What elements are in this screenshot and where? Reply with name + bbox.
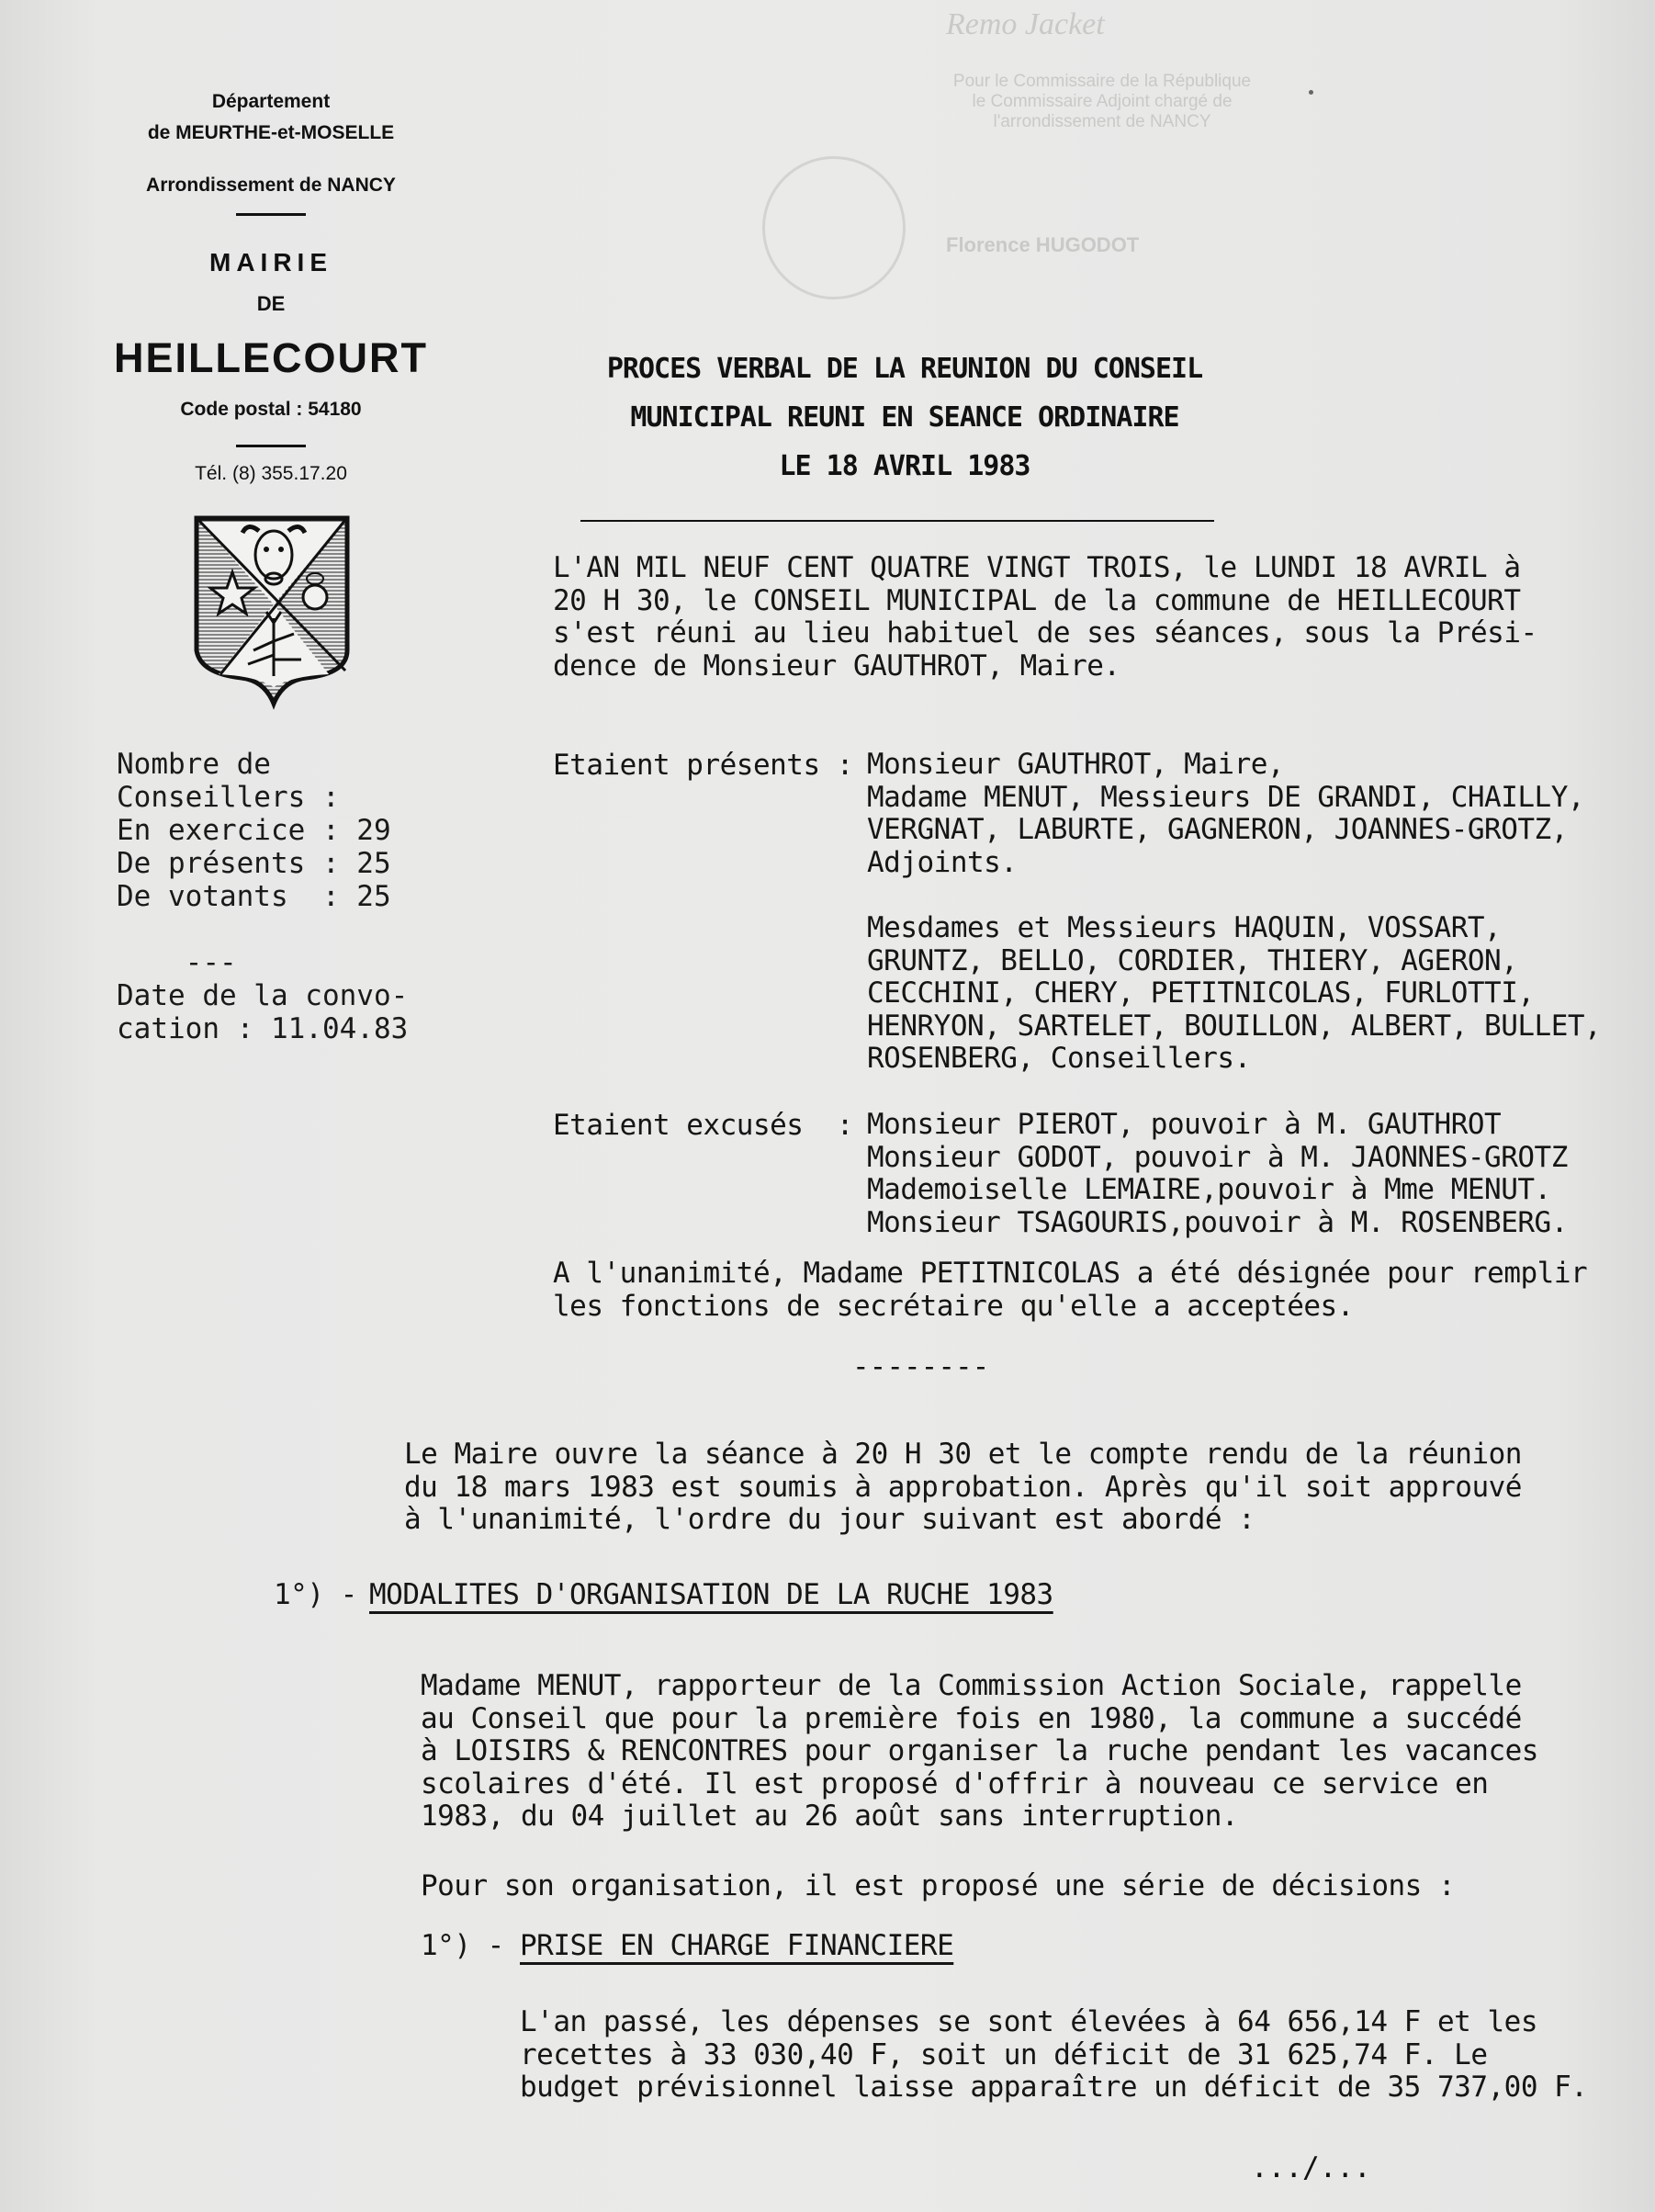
- speck: [1309, 90, 1313, 95]
- subsection-number: 1°) -: [421, 1929, 504, 1962]
- letterhead-arrondissement: Arrondissement de NANCY: [146, 175, 396, 196]
- reverse-signature: Remo Jacket: [946, 7, 1105, 41]
- section-title: MODALITES D'ORGANISATION DE LA RUCHE 1983: [369, 1578, 1053, 1611]
- reverse-stamp-text: [863, 72, 1341, 132]
- financial-paragraph: L'an passé, les dépenses se sont élevées à 64 656,14 F et les recettes à 33 030,40 F, soit un déficit de 31 625,74 F. Le budget prévisionnel laisse apparaître un déficit de 35 737,00 F.: [520, 2005, 1588, 2104]
- department-name: de MEURTHE-et-MOSELLE: [147, 122, 395, 143]
- section-paragraph: Madame MENUT, rapporteur de la Commission Action Sociale, rappelle au Conseil que pour la première fois en 1980, la commune a succédé à LOISIRS & RENCONTRES pour organiser la ruche pendant les vacances scolaires d'été. Il est proposé d'offrir à nouveau ce service en 1983, du 04 juillet au 26 août sans interruption.: [421, 1669, 1538, 1833]
- excuses-list: Monsieur PIEROT, pouvoir à M. GAUTHROT Monsieur GODOT, pouvoir à M. JAONNES-GROTZ Mademoiselle LEMAIRE,pouvoir à Mme MENUT. Monsieur TSAGOURIS,pouvoir à M. ROSENBERG.: [867, 1108, 1568, 1239]
- subsection-title: PRISE EN CHARGE FINANCIERE: [520, 1929, 954, 1962]
- letterhead-department: [73, 86, 468, 149]
- secretary-paragraph: A l'unanimité, Madame PETITNICOLAS a été désignée pour remplir les fonctions de secrétaire qu'elle a acceptées.: [553, 1257, 1588, 1323]
- reverse-name: Florence HUGODOT: [946, 233, 1140, 256]
- coat-of-arms-icon: [191, 513, 356, 710]
- letterhead-city: HEILLECOURT: [114, 334, 428, 381]
- section-number: 1°) -: [274, 1578, 357, 1611]
- section-intro: Pour son organisation, il est proposé une série de décisions :: [421, 1869, 1456, 1902]
- divider: [236, 213, 306, 216]
- letterhead-phone: Tél. (8) 355.17.20: [195, 463, 347, 484]
- reverse-line: Pour le Commissaire de la République: [952, 72, 1252, 91]
- presents-adjoints: Monsieur GAUTHROT, Maire, Madame MENUT, Messieurs DE GRANDI, CHAILLY, VERGNAT, LABURTE, GAGNERON, JOANNES-GROTZ, Adjoints.: [867, 748, 1585, 879]
- document-title-line-1: PROCES VERBAL DE LA REUNION DU CONSEIL: [606, 353, 1203, 385]
- presents-conseillers: Mesdames et Messieurs HAQUIN, VOSSART, GRUNTZ, BELLO, CORDIER, THIERY, AGERON, CECCHINI, CHERY, PETITNICOLAS, FURLOTTI, HENRYON, SARTELET, BOUILLON, ALBERT, BULLET, ROSENBERG, Conseillers.: [867, 911, 1602, 1075]
- excuses-label: Etaient excusés :: [553, 1109, 853, 1142]
- department-label: Département: [211, 91, 331, 112]
- reverse-line: l'arrondissement de NANCY: [993, 112, 1211, 131]
- document-title-line-2: MUNICIPAL REUNI EN SEANCE ORDINAIRE: [630, 401, 1179, 434]
- opening-paragraph: L'AN MIL NEUF CENT QUATRE VINGT TROIS, le LUNDI 18 AVRIL à 20 H 30, le CONSEIL MUNICIPAL de la commune de HEILLECOURT s'est réuni au lieu habituel de ses séances, sous la Prési- dence de Monsieur GAUTHROT, Maire.: [553, 551, 1537, 683]
- presents-label: Etaient présents :: [553, 749, 853, 782]
- reverse-round-stamp: [762, 156, 906, 299]
- letterhead-de: DE: [256, 292, 286, 315]
- continuation-marker: .../...: [1251, 2151, 1371, 2184]
- divider: [236, 445, 306, 447]
- separator: --------: [852, 1350, 990, 1383]
- council-stats: Nombre de Conseillers : En exercice : 29 De présents : 25 De votants : 25 --- Date de la convo- cation : 11.04.83: [117, 748, 409, 1045]
- letterhead-postal-code: Code postal : 54180: [180, 399, 362, 420]
- reverse-line: le Commissaire Adjoint chargé de: [972, 92, 1233, 111]
- letterhead-mairie: MAIRIE: [209, 248, 332, 276]
- session-opening-paragraph: Le Maire ouvre la séance à 20 H 30 et le compte rendu de la réunion du 18 mars 1983 est soumis à approbation. Après qu'il soit approuvé à l'unanimité, l'ordre du jour suivant est abordé :: [404, 1438, 1522, 1536]
- document-title-date: LE 18 AVRIL 1983: [779, 450, 1030, 482]
- title-rule: [580, 520, 1214, 522]
